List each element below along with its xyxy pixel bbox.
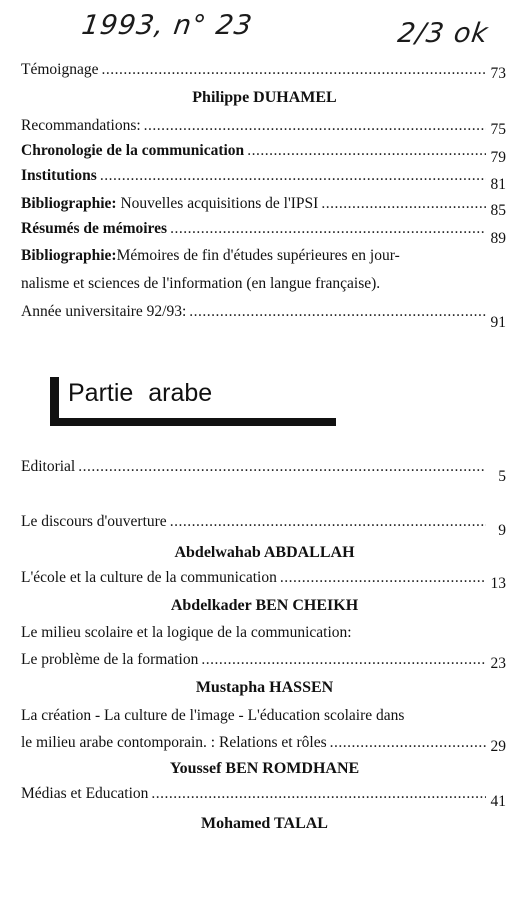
author-name: Mustapha HASSEN bbox=[195, 679, 334, 696]
page-number: 79 bbox=[490, 149, 506, 166]
page-number: 29 bbox=[490, 738, 506, 755]
page-number: 23 bbox=[490, 655, 506, 672]
page-number: 75 bbox=[490, 121, 506, 138]
page-number: 81 bbox=[490, 176, 506, 193]
toc-entry-milieu-line2: Le problème de la formation ..... bbox=[21, 650, 489, 670]
author-name: Mohamed TALAL bbox=[201, 815, 328, 832]
section-bar-horizontal bbox=[50, 418, 336, 426]
handwritten-status-note: 2/3 ok bbox=[395, 18, 491, 49]
author-name: Philippe DUHAMEL bbox=[192, 89, 337, 106]
toc-entry-chronologie: Chronologie de la communication ..... bbox=[21, 141, 489, 161]
toc-entry-discours: Le discours d'ouverture ..... bbox=[21, 512, 489, 532]
toc-entry-bibliographie-acquisitions: Bibliographie: Nouvelles acquisitions de l'IPSI ..... bbox=[21, 194, 489, 214]
toc-entry-bibliographie-memoires-line3: Année universitaire 92/93: ..... bbox=[21, 302, 489, 322]
page-number: 41 bbox=[490, 793, 506, 810]
toc-entry-bibliographie-memoires-line1: Bibliographie:Mémoires de fin d'études supérieures en jour- bbox=[21, 247, 400, 264]
toc-entry-bibliographie-memoires-line2: nalisme et sciences de l'information (en langue française). bbox=[21, 275, 381, 292]
author-name: Abdelkader BEN CHEIKH bbox=[170, 597, 359, 614]
page-number: 9 bbox=[498, 522, 506, 539]
page-number: 91 bbox=[490, 314, 506, 331]
page-number: 13 bbox=[490, 575, 506, 592]
toc-entry-institutions: Institutions ..... bbox=[21, 166, 489, 186]
author-name: Youssef BEN ROMDHANE bbox=[169, 760, 360, 777]
toc-entry-ecole: L'école et la culture de la communication ..... bbox=[21, 568, 489, 588]
toc-entry-temoignage: Témoignage ..... bbox=[21, 60, 489, 80]
toc-entry-milieu-line1: Le milieu scolaire et la logique de la communication: bbox=[21, 624, 352, 641]
toc-entry-creation-line2: le milieu arabe contomporain. : Relations et rôles ..... bbox=[21, 733, 489, 753]
toc-entry-creation-line1: La création - La culture de l'image - L'éducation scolaire dans bbox=[21, 707, 405, 724]
page-number: 89 bbox=[490, 230, 506, 247]
page-number: 5 bbox=[498, 468, 506, 485]
handwritten-issue-note: 1993, n° 23 bbox=[79, 10, 255, 41]
section-title: Partie arabe bbox=[68, 379, 213, 407]
toc-entry-resumes: Résumés de mémoires ..... bbox=[21, 219, 489, 239]
page-number: 85 bbox=[490, 202, 506, 219]
page-number: 73 bbox=[490, 65, 506, 82]
toc-entry-editorial: Editorial ..... bbox=[21, 457, 489, 477]
author-name: Abdelwahab ABDALLAH bbox=[174, 544, 355, 561]
toc-entry-recommandations: Recommandations: ..... bbox=[21, 116, 489, 136]
toc-entry-medias: Médias et Education ..... bbox=[21, 784, 489, 804]
